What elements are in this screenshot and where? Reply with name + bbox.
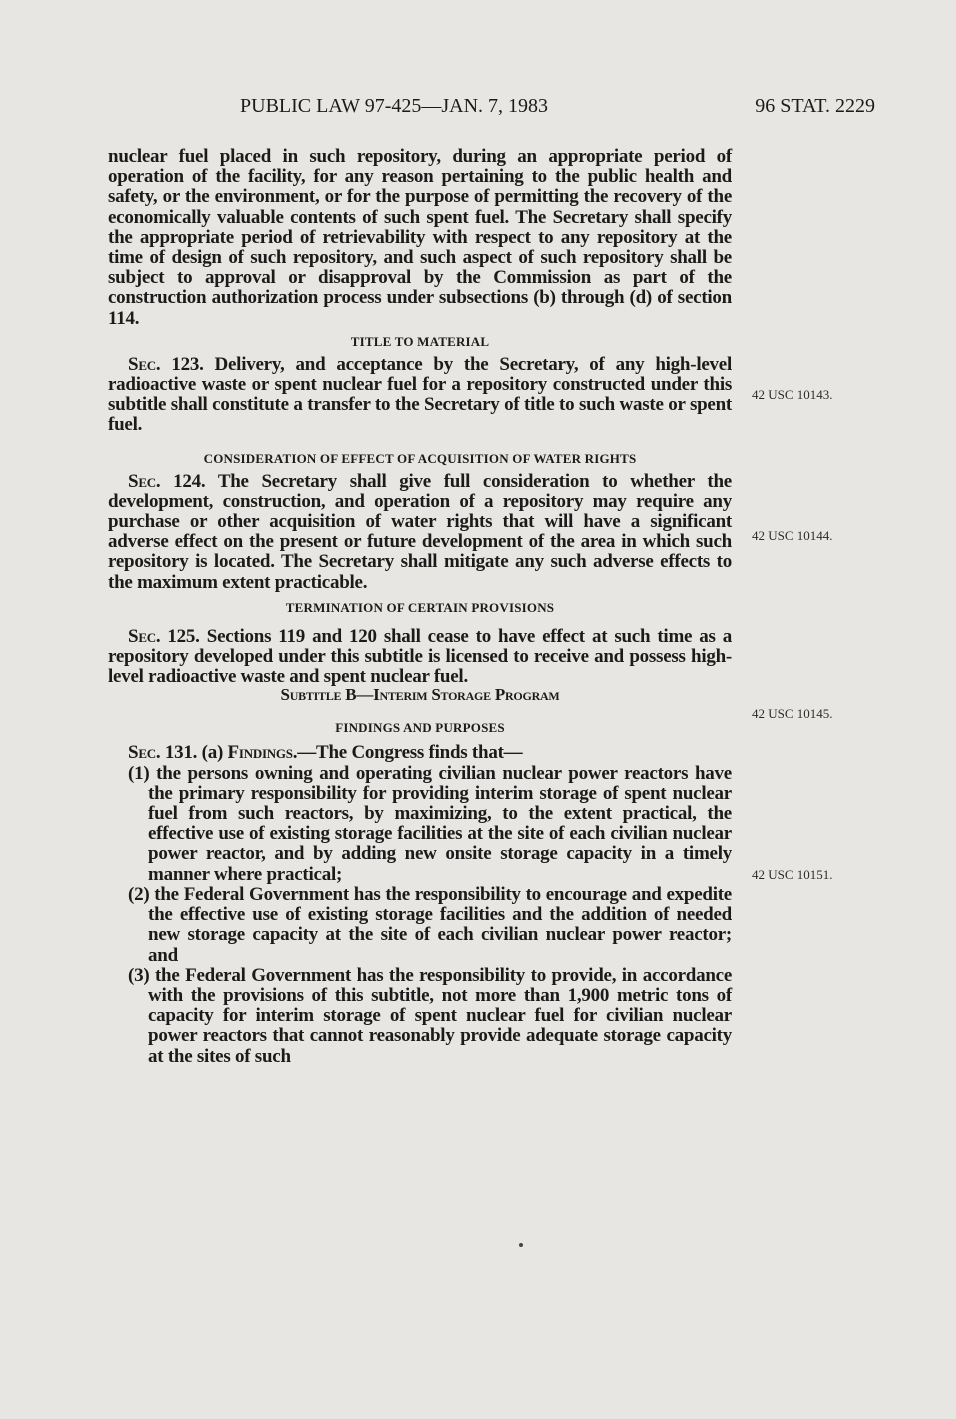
- stat-page-number: 96 STAT. 2229: [755, 95, 875, 117]
- margin-citation-10144: 42 USC 10144.: [752, 528, 833, 543]
- section-123-text: Delivery, and acceptance by the Secretary, of any high-level radioactive waste or spent nuclear fuel for a repository constructed under this subtitle shall constitute a transfer to the Secretary of title to such waste or spent fuel.: [108, 353, 732, 436]
- running-head: [240, 95, 875, 121]
- finding-item-1: (1) the persons owning and operating civilian nuclear power reactors have the primary responsibility for providing interim storage of spent nuclear fuel from such reactors, by maximizing, to the extent practical, the effective use of existing storage facilities at the site of each civilian nuclear power reactor, and by adding new onsite storage capacity in a timely manner where practical;: [128, 762, 732, 885]
- section-heading-water-rights: CONSIDERATION OF EFFECT OF ACQUISITION OF WATER RIGHTS: [203, 450, 637, 466]
- subsection-a-marker: (a): [201, 742, 224, 764]
- subtitle-b-heading: Subtitle B—Interim Storage Program: [280, 685, 560, 705]
- body-column: [108, 147, 732, 1067]
- section-124-label: Sec. 124.: [128, 470, 206, 492]
- section-heading-termination: TERMINATION OF CERTAIN PROVISIONS: [285, 599, 555, 615]
- section-124-text: The Secretary shall give full consideration to whether the development, construction, and operation of a repository may require any purchase or other acquisition of water rights that will have a significant adverse effect on the present or future development of the area in which such repository is located. The Secretary shall mitigate any such adverse effects to the maximum extent practicable.: [108, 470, 732, 593]
- section-123-label: Sec. 123.: [128, 353, 204, 375]
- section-125-label: Sec. 125.: [128, 625, 200, 647]
- finding-item-3: (3) the Federal Government has the responsibility to provide, in accordance with the provisions of this subtitle, not more than 1,900 metric tons of capacity for interim storage of spent nuclear fuel for civilian nuclear power reactors that cannot reasonably provide adequate storage capacity at the sites of such: [128, 964, 732, 1067]
- finding-item-2: (2) the Federal Government has the responsibility to encourage and expedite the effective use of existing storage facilities and the addition of needed new storage capacity at the site of each civilian nuclear power reactor; and: [128, 883, 732, 966]
- section-131-lead: [108, 743, 732, 763]
- section-125-text: Sections 119 and 120 shall cease to have effect at such time as a repository developed under this subtitle is licensed to receive and possess high-level radioactive waste and spent nuclear fuel.: [108, 625, 732, 688]
- section-heading-title-to-material: TITLE TO MATERIAL: [350, 333, 490, 349]
- section-123-paragraph: [108, 355, 732, 436]
- margin-citation-10143: 42 USC 10143.: [752, 387, 833, 402]
- margin-citation-10145: 42 USC 10145.: [752, 706, 833, 721]
- public-law-citation: PUBLIC LAW 97-425—JAN. 7, 1983: [240, 95, 549, 117]
- section-heading-findings: FINDINGS AND PURPOSES: [335, 720, 505, 736]
- findings-lead-text: —The Congress finds that—: [297, 742, 523, 764]
- continuation-paragraph: nuclear fuel placed in such repository, during an appropriate period of operation of the facility, for any reason pertaining to the public health and safety, or the environment, or for the purpose of permitting the recovery of the economically valuable contents of such spent fuel. The Secretary shall specify the appropriate period of retrievability with respect to any repository at the time of design of such repository, and such aspect of such repository shall be subject to approval or disapproval by the Commission as part of the construction authorization process under subsections (b) through (d) of section 114.: [108, 146, 732, 329]
- section-125-paragraph: [108, 627, 732, 688]
- page-mark: [519, 1243, 523, 1247]
- margin-citation-10151: 42 USC 10151.: [752, 867, 833, 882]
- section-124-paragraph: [108, 472, 732, 593]
- findings-caption: Findings.: [227, 742, 298, 764]
- section-131-label: Sec. 131.: [128, 742, 198, 764]
